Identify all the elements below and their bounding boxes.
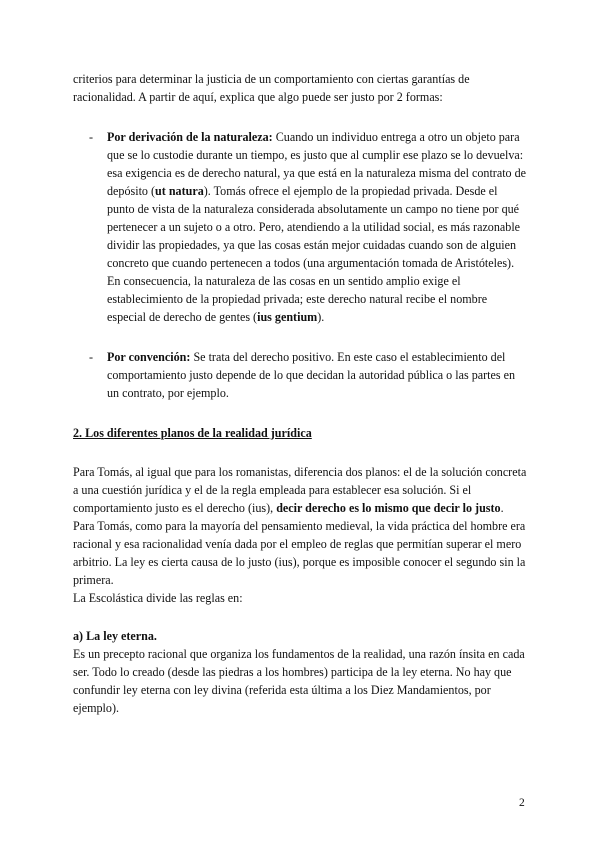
- paragraph-text-part: Para Tomás, al igual que para los romanistas, diferencia dos planos: el de la solución concreta a una cuestión jurídica y el de la regla empleada para establecer esa solución. Si el comportamiento justo es el derecho (ius),: [73, 465, 527, 515]
- body-paragraph-reglas: La Escolástica divide las reglas en:: [73, 591, 243, 605]
- latin-term-ius-gentium: ius gentium: [257, 310, 318, 324]
- bullet-text: [107, 128, 528, 326]
- paragraph-text-part: . Para Tomás, como para la mayoría del pensamiento medieval, la vida práctica del hombre era racional y esa racionalidad venía dada por el empleo de reglas que permitían superar el mero arbitrio. La ley es cierta causa de lo justo (ius), porque es imposible conocer el segundo sin la primera.: [73, 501, 526, 587]
- latin-term-ut-natura: ut natura: [155, 184, 204, 198]
- bullet-text-part: ).: [317, 310, 325, 324]
- subsection-title: a) La ley eterna.: [73, 629, 157, 643]
- bullet-text-part: Se trata del derecho positivo. En este caso el establecimiento del comportamiento justo depende de lo que decidan la autoridad pública o las partes en un contrato, por ejemplo.: [107, 350, 516, 400]
- bullet-text-part: ). Tomás ofrece el ejemplo de la propiedad privada. Desde el punto de vista de la naturaleza considerada absolutamente un campo no tiene por qué pertenecer a un sujeto o a otro. Pero, atendiendo a la utilidad social, es más razonable dividir las propiedades, ya que las cosas están mejor cuidadas cuando son de alguien concreto que cuando pertenecen a todos (una argumentación tomada de Aristóteles). En consecuencia, la naturaleza de las cosas en un sentido amplio exige el establecimiento de la propiedad privada; este derecho natural recibe el nombre especial de derecho de gentes (: [107, 184, 521, 324]
- bullet-item-convencion: [73, 348, 528, 402]
- bullet-text-part: Cuando un individuo entrega a otro un objeto para que se lo custodie durante un tiempo, es justo que al cumplir ese plazo se lo devuelva: esa exigencia es de derecho natural, ya que está en la naturaleza misma del contrato de depósito (: [107, 130, 527, 198]
- body-paragraph-planos: [73, 463, 528, 589]
- bullet-title: Por derivación de la naturaleza:: [107, 130, 273, 144]
- page-number: 2: [519, 797, 525, 809]
- intro-paragraph: criterios para determinar la justicia de un comportamiento con ciertas garantías de racionalidad. A partir de aquí, explica que algo puede ser justo por 2 formas:: [73, 72, 470, 104]
- bullet-dash: -: [89, 350, 94, 364]
- bullet-dash: -: [89, 130, 94, 144]
- body-paragraph-ley-eterna: Es un precepto racional que organiza los fundamentos de la realidad, una razón ínsita en cada ser. Todo lo creado (desde las piedras a los hombres) participa de la ley eterna. No hay que confundir ley eterna con ley divina (referida esta última a los Diez Mandamientos, por ejemplo).: [73, 647, 525, 715]
- page-content: [73, 70, 528, 717]
- bullet-item-naturaleza: [73, 128, 528, 326]
- bullet-text: [107, 348, 528, 402]
- emphasis-text: decir derecho es lo mismo que decir lo justo: [276, 501, 501, 515]
- section-title: 2. Los diferentes planos de la realidad jurídica: [73, 426, 312, 440]
- bullet-title: Por convención:: [107, 350, 191, 364]
